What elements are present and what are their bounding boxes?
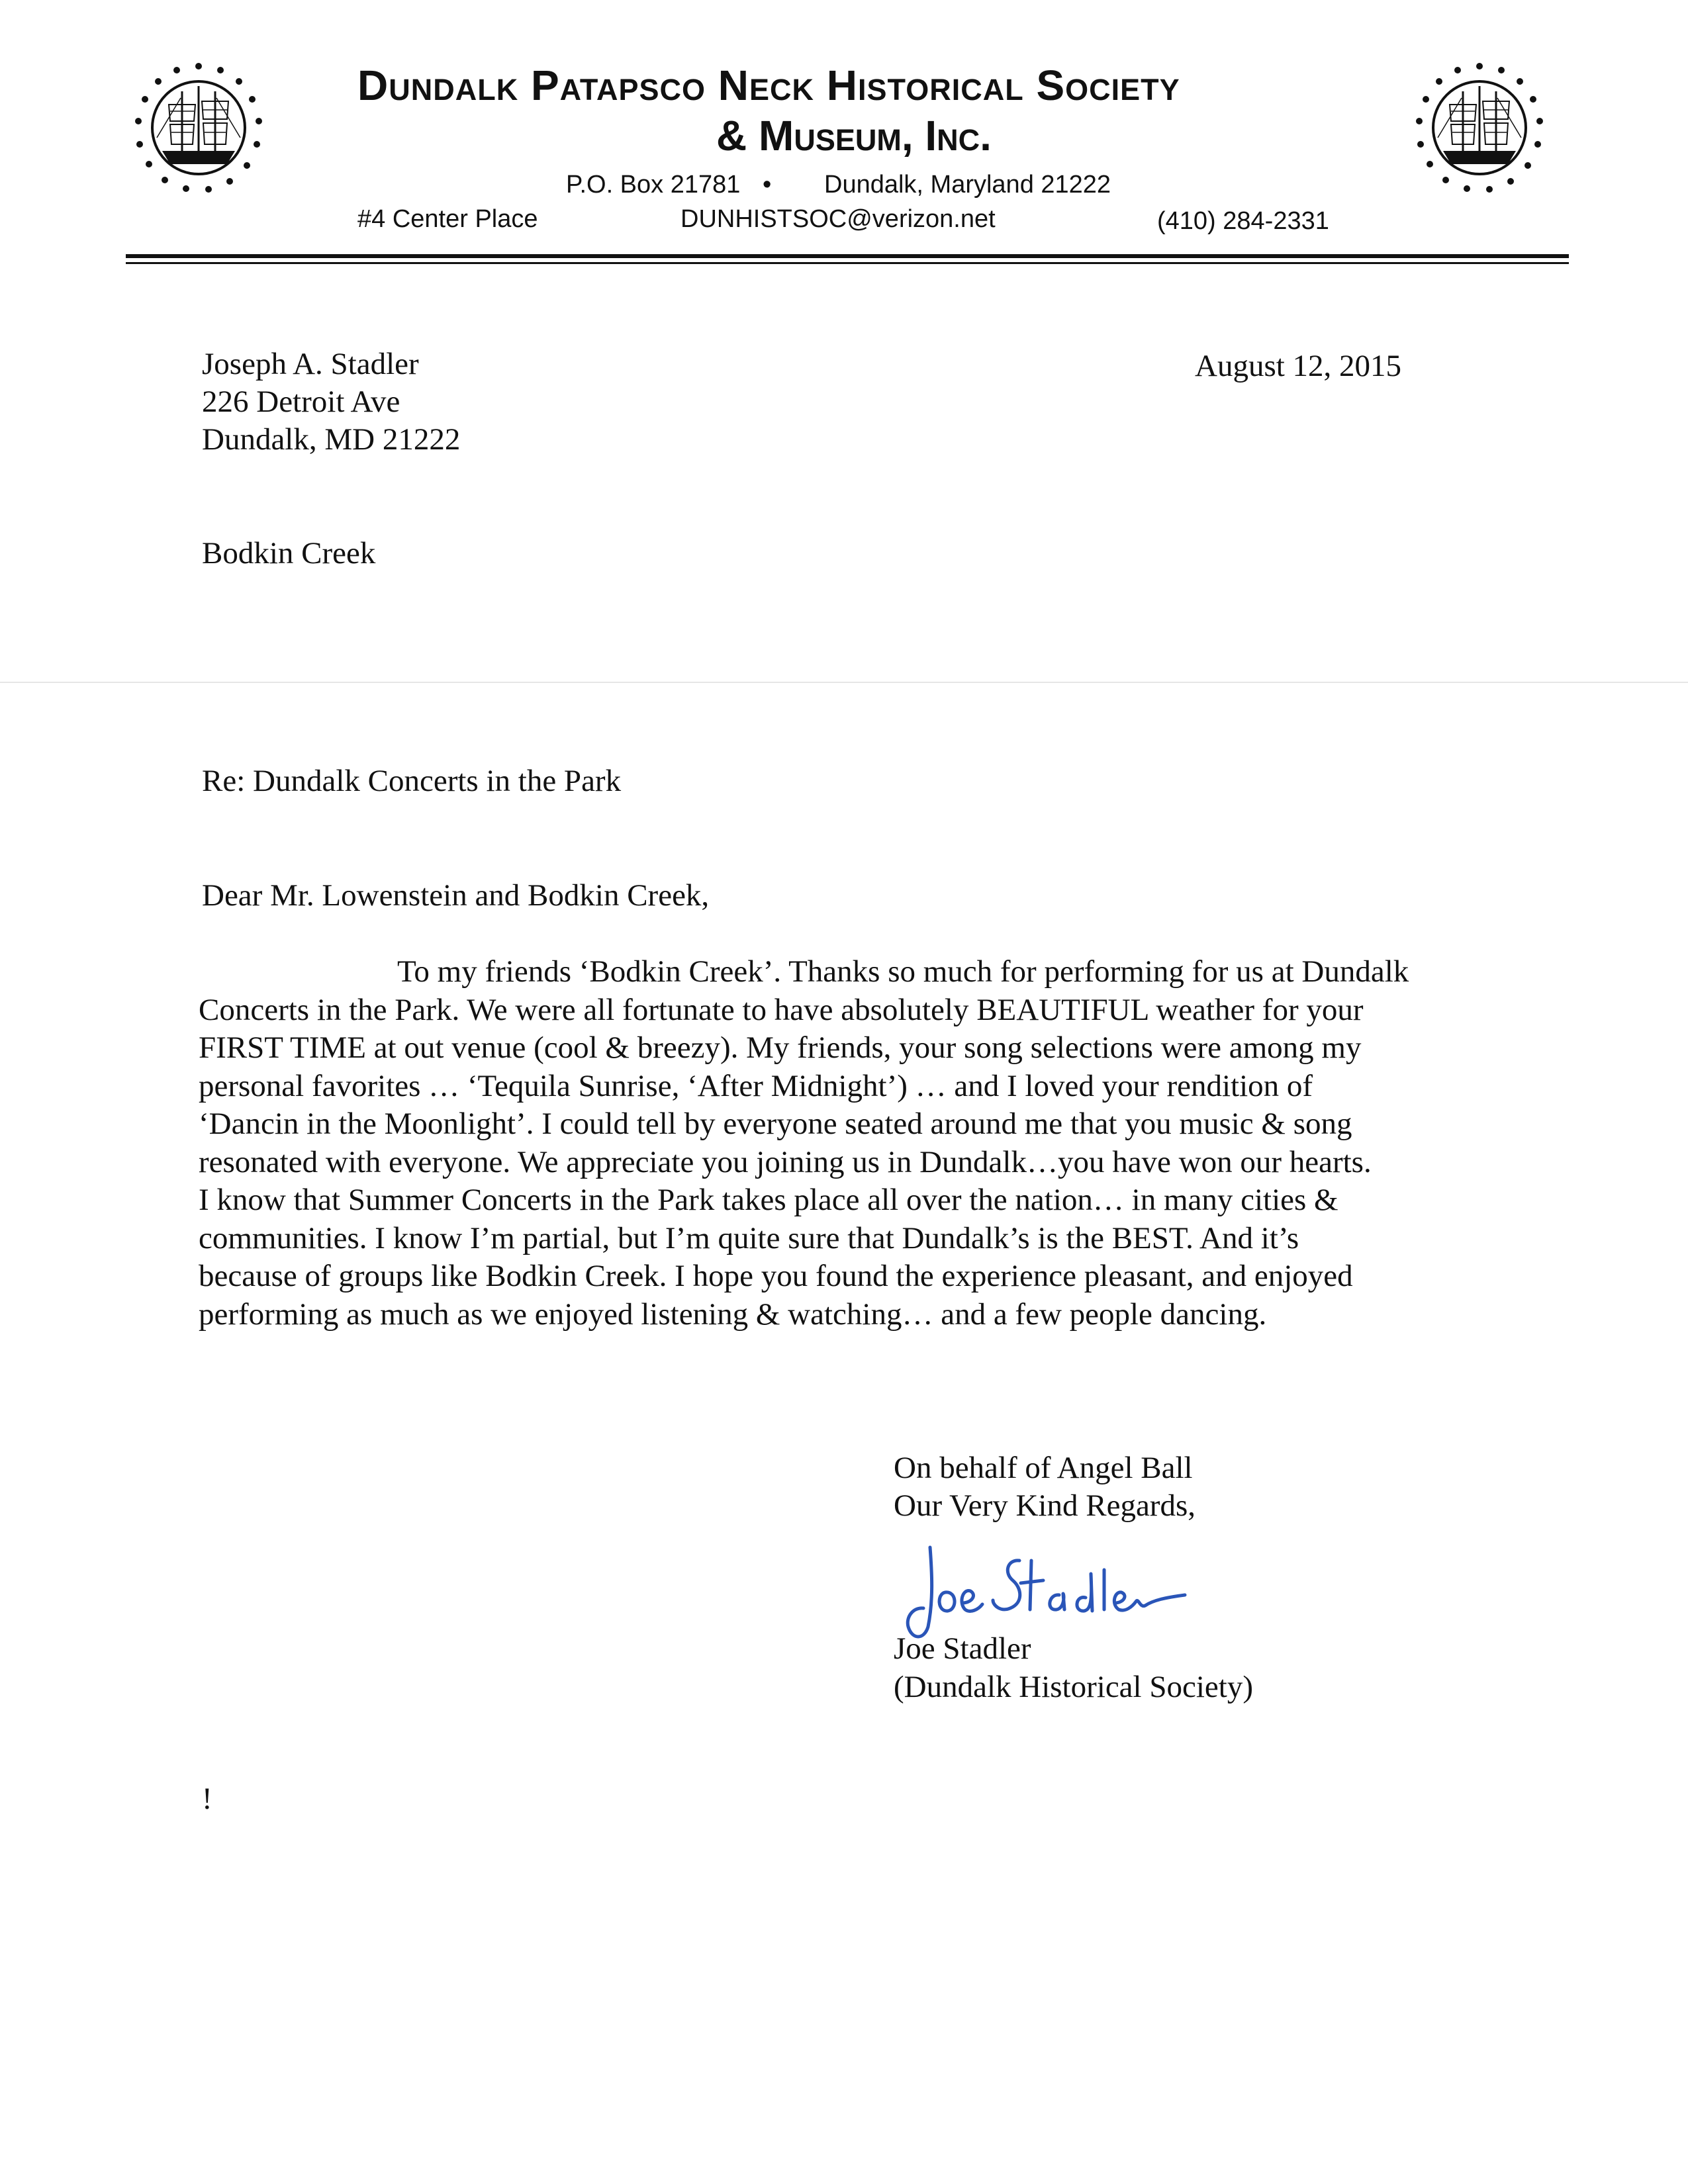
seal-logo-left bbox=[122, 52, 275, 204]
letter-date: August 12, 2015 bbox=[1195, 349, 1402, 383]
sender-city: Dundalk, MD 21222 bbox=[202, 422, 461, 457]
email-address: DUNHISTSOC@verizon.net bbox=[680, 205, 996, 233]
closing-line2: Our Very Kind Regards, bbox=[894, 1488, 1196, 1523]
subject-line: Re: Dundalk Concerts in the Park bbox=[202, 764, 622, 798]
body-line: because of groups like Bodkin Creek. I hope you found the experience pleasant, and enjoyed bbox=[199, 1259, 1353, 1293]
signer-name: Joe Stadler bbox=[894, 1631, 1031, 1666]
phone-number: (410) 284-2331 bbox=[1157, 207, 1329, 235]
closing-line1: On behalf of Angel Ball bbox=[894, 1451, 1193, 1485]
scan-divider bbox=[0, 682, 1688, 683]
body-line: FIRST TIME at out venue (cool & breezy). My friends, your song selections were among my bbox=[199, 1030, 1362, 1065]
org-name-line2: & Museum, Inc. bbox=[716, 112, 992, 159]
org-name-line1: Dundalk Patapsco Neck Historical Society bbox=[357, 62, 1180, 109]
letterhead-rule-thin bbox=[126, 262, 1569, 264]
body-line: resonated with everyone. We appreciate you joining us in Dundalk…you have won our hearts. bbox=[199, 1144, 1372, 1179]
salutation: Dear Mr. Lowenstein and Bodkin Creek, bbox=[202, 878, 710, 913]
street-address: #4 Center Place bbox=[357, 205, 538, 233]
sender-name: Joseph A. Stadler bbox=[202, 347, 419, 381]
stray-mark: ! bbox=[202, 1782, 212, 1816]
letterhead-rule-thick bbox=[126, 254, 1569, 258]
body-line: communities. I know I’m partial, but I’m quite sure that Dundalk’s is the BEST. And it’s bbox=[199, 1220, 1299, 1255]
body-line: To my friends ‘Bodkin Creek’. Thanks so much for performing for us at Dundalk bbox=[397, 954, 1409, 989]
body-line: performing as much as we enjoyed listening & watching… and a few people dancing. bbox=[199, 1297, 1267, 1332]
body-line: ‘Dancin in the Moonlight’. I could tell by everyone seated around me that you music & song bbox=[199, 1107, 1352, 1141]
bullet-separator: • bbox=[763, 171, 772, 199]
body-line: Concerts in the Park. We were all fortunate to have absolutely BEAUTIFUL weather for your bbox=[199, 992, 1364, 1027]
body-line: I know that Summer Concerts in the Park takes place all over the nation… in many cities & bbox=[199, 1183, 1338, 1217]
city-state-zip: Dundalk, Maryland 21222 bbox=[824, 171, 1111, 199]
seal-logo-right bbox=[1403, 52, 1556, 204]
signer-organization: (Dundalk Historical Society) bbox=[894, 1670, 1253, 1704]
letter-body bbox=[199, 953, 1496, 1334]
body-line: personal favorites … ‘Tequila Sunrise, ‘After Midnight’) … and I loved your rendition of bbox=[199, 1068, 1313, 1103]
po-box: P.O. Box 21781 bbox=[566, 171, 741, 199]
sender-street: 226 Detroit Ave bbox=[202, 385, 400, 419]
recipient-name: Bodkin Creek bbox=[202, 536, 376, 570]
